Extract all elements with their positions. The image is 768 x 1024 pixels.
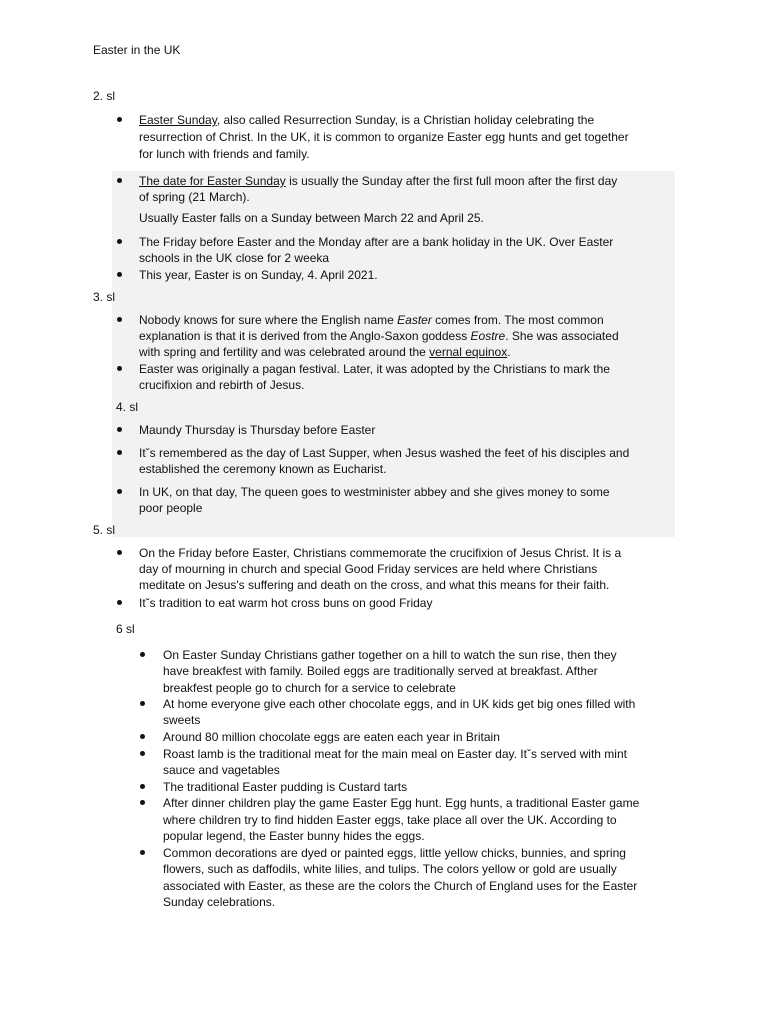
bullet-icon: [117, 272, 122, 277]
list-item-line: Usually Easter falls on a Sunday between March 22 and April 25.: [139, 211, 484, 225]
list-item-line: crucifixion and rebirth of Jesus.: [139, 378, 305, 392]
list-item-line: for lunch with friends and family.: [139, 147, 310, 161]
easter-sunday-link[interactable]: Easter Sunday: [139, 113, 217, 127]
list-item-line: associated with Easter, as these are the colors the Church of England uses for the Easter: [163, 879, 638, 893]
bullet-icon: [117, 450, 122, 455]
list-item-line: resurrection of Christ. In the UK, it is common to organize Easter egg hunts and get together: [139, 130, 629, 144]
list-item: Itˇs tradition to eat warm hot cross buns on good Friday: [139, 596, 433, 610]
list-item-line: popular legend, the Easter bunny hides the eggs.: [163, 829, 425, 843]
list-item: The Friday before Easter and the Monday after are a bank holiday in the UK. Over Easter: [139, 235, 614, 249]
list-item-line: Sunday celebrations.: [163, 895, 276, 909]
list-item-line: day of mourning in church and special Good Friday services are held where Christians: [139, 562, 598, 576]
list-item: Easter Sunday, also called Resurrection Sunday, is a Christian holiday celebrating the: [139, 113, 595, 127]
bullet-icon: [117, 317, 122, 322]
list-item-line: flowers, such as daffodils, white lilies, and tulips. The colors yellow or gold are usually: [163, 862, 617, 876]
bullet-icon: [140, 800, 145, 805]
list-item-line: sauce and vagetables: [163, 763, 280, 777]
list-item-line: sweets: [163, 713, 201, 727]
list-item: Around 80 million chocolate eggs are eaten each year in Britain: [163, 730, 500, 744]
list-item: Itˇs remembered as the day of Last Supper, when Jesus washed the feet of his disciples and: [139, 446, 630, 460]
list-item-line: meditate on Jesus's suffering and death on the cross, and what this means for their faith.: [139, 578, 610, 592]
section-label-3: 3. sl: [93, 290, 116, 304]
list-item-line: with spring and fertility and was celebrated around the vernal equinox.: [139, 345, 511, 359]
list-item: On the Friday before Easter, Christians commemorate the crucifixion of Jesus Christ. It is a: [139, 546, 622, 560]
list-item-line: have breakfest with family. Boiled eggs are traditionally served at breakfast. Afther: [163, 664, 598, 678]
bullet-icon: [140, 701, 145, 706]
bullet-icon: [140, 751, 145, 756]
list-item: Roast lamb is the traditional meat for the main meal on Easter day. Itˇs served with mint: [163, 747, 627, 761]
bullet-icon: [117, 178, 122, 183]
bullet-icon: [140, 734, 145, 739]
list-item: Nobody knows for sure where the English name Easter comes from. The most common: [139, 313, 604, 327]
bullet-icon: [140, 784, 145, 789]
easter-date-link[interactable]: The date for Easter Sunday: [139, 174, 286, 188]
list-item-line: of spring (21 March).: [139, 190, 250, 204]
bullet-icon: [117, 366, 122, 371]
list-item: This year, Easter is on Sunday, 4. April 2021.: [139, 268, 378, 282]
list-item-line: where children try to find hidden Easter eggs, take place all over the UK. According to: [163, 813, 617, 827]
list-item: Common decorations are dyed or painted eggs, little yellow chicks, bunnies, and spring: [163, 846, 626, 860]
list-item: At home everyone give each other chocolate eggs, and in UK kids get big ones filled with: [163, 697, 636, 711]
bullet-icon: [117, 427, 122, 432]
list-item-line: schools in the UK close for 2 weeka: [139, 251, 330, 265]
list-item: The traditional Easter pudding is Custard tarts: [163, 780, 408, 794]
section-label-6: 6 sl: [116, 622, 135, 636]
document-title: Easter in the UK: [93, 43, 181, 57]
list-item: After dinner children play the game Easter Egg hunt. Egg hunts, a traditional Easter game: [163, 796, 640, 810]
section-label-4: 4. sl: [116, 400, 139, 414]
bullet-icon: [140, 652, 145, 657]
list-item-line: established the ceremony known as Eucharist.: [139, 462, 387, 476]
bullet-icon: [140, 850, 145, 855]
bullet-icon: [117, 489, 122, 494]
list-item: The date for Easter Sunday is usually the Sunday after the first full moon after the first day: [139, 174, 618, 188]
list-item: On Easter Sunday Christians gather together on a hill to watch the sun rise, then they: [163, 648, 617, 662]
list-item-line: explanation is that it is derived from the Anglo-Saxon goddess Eostre. She was associated: [139, 329, 619, 343]
section-label-2: 2. sl: [93, 89, 116, 103]
list-item: Easter was originally a pagan festival. Later, it was adopted by the Christians to mark the: [139, 362, 610, 376]
vernal-equinox-link[interactable]: vernal equinox: [429, 345, 508, 359]
list-item: In UK, on that day, The queen goes to westminister abbey and she gives money to some: [139, 485, 610, 499]
list-item-line: breakfest people go to church for a service to celebrate: [163, 681, 456, 695]
bullet-icon: [117, 600, 122, 605]
list-item-line: poor people: [139, 501, 203, 515]
bullet-icon: [117, 550, 122, 555]
bullet-icon: [117, 117, 122, 122]
bullet-icon: [117, 239, 122, 244]
list-item: Maundy Thursday is Thursday before Easter: [139, 423, 376, 437]
section-label-5: 5. sl: [93, 523, 116, 537]
